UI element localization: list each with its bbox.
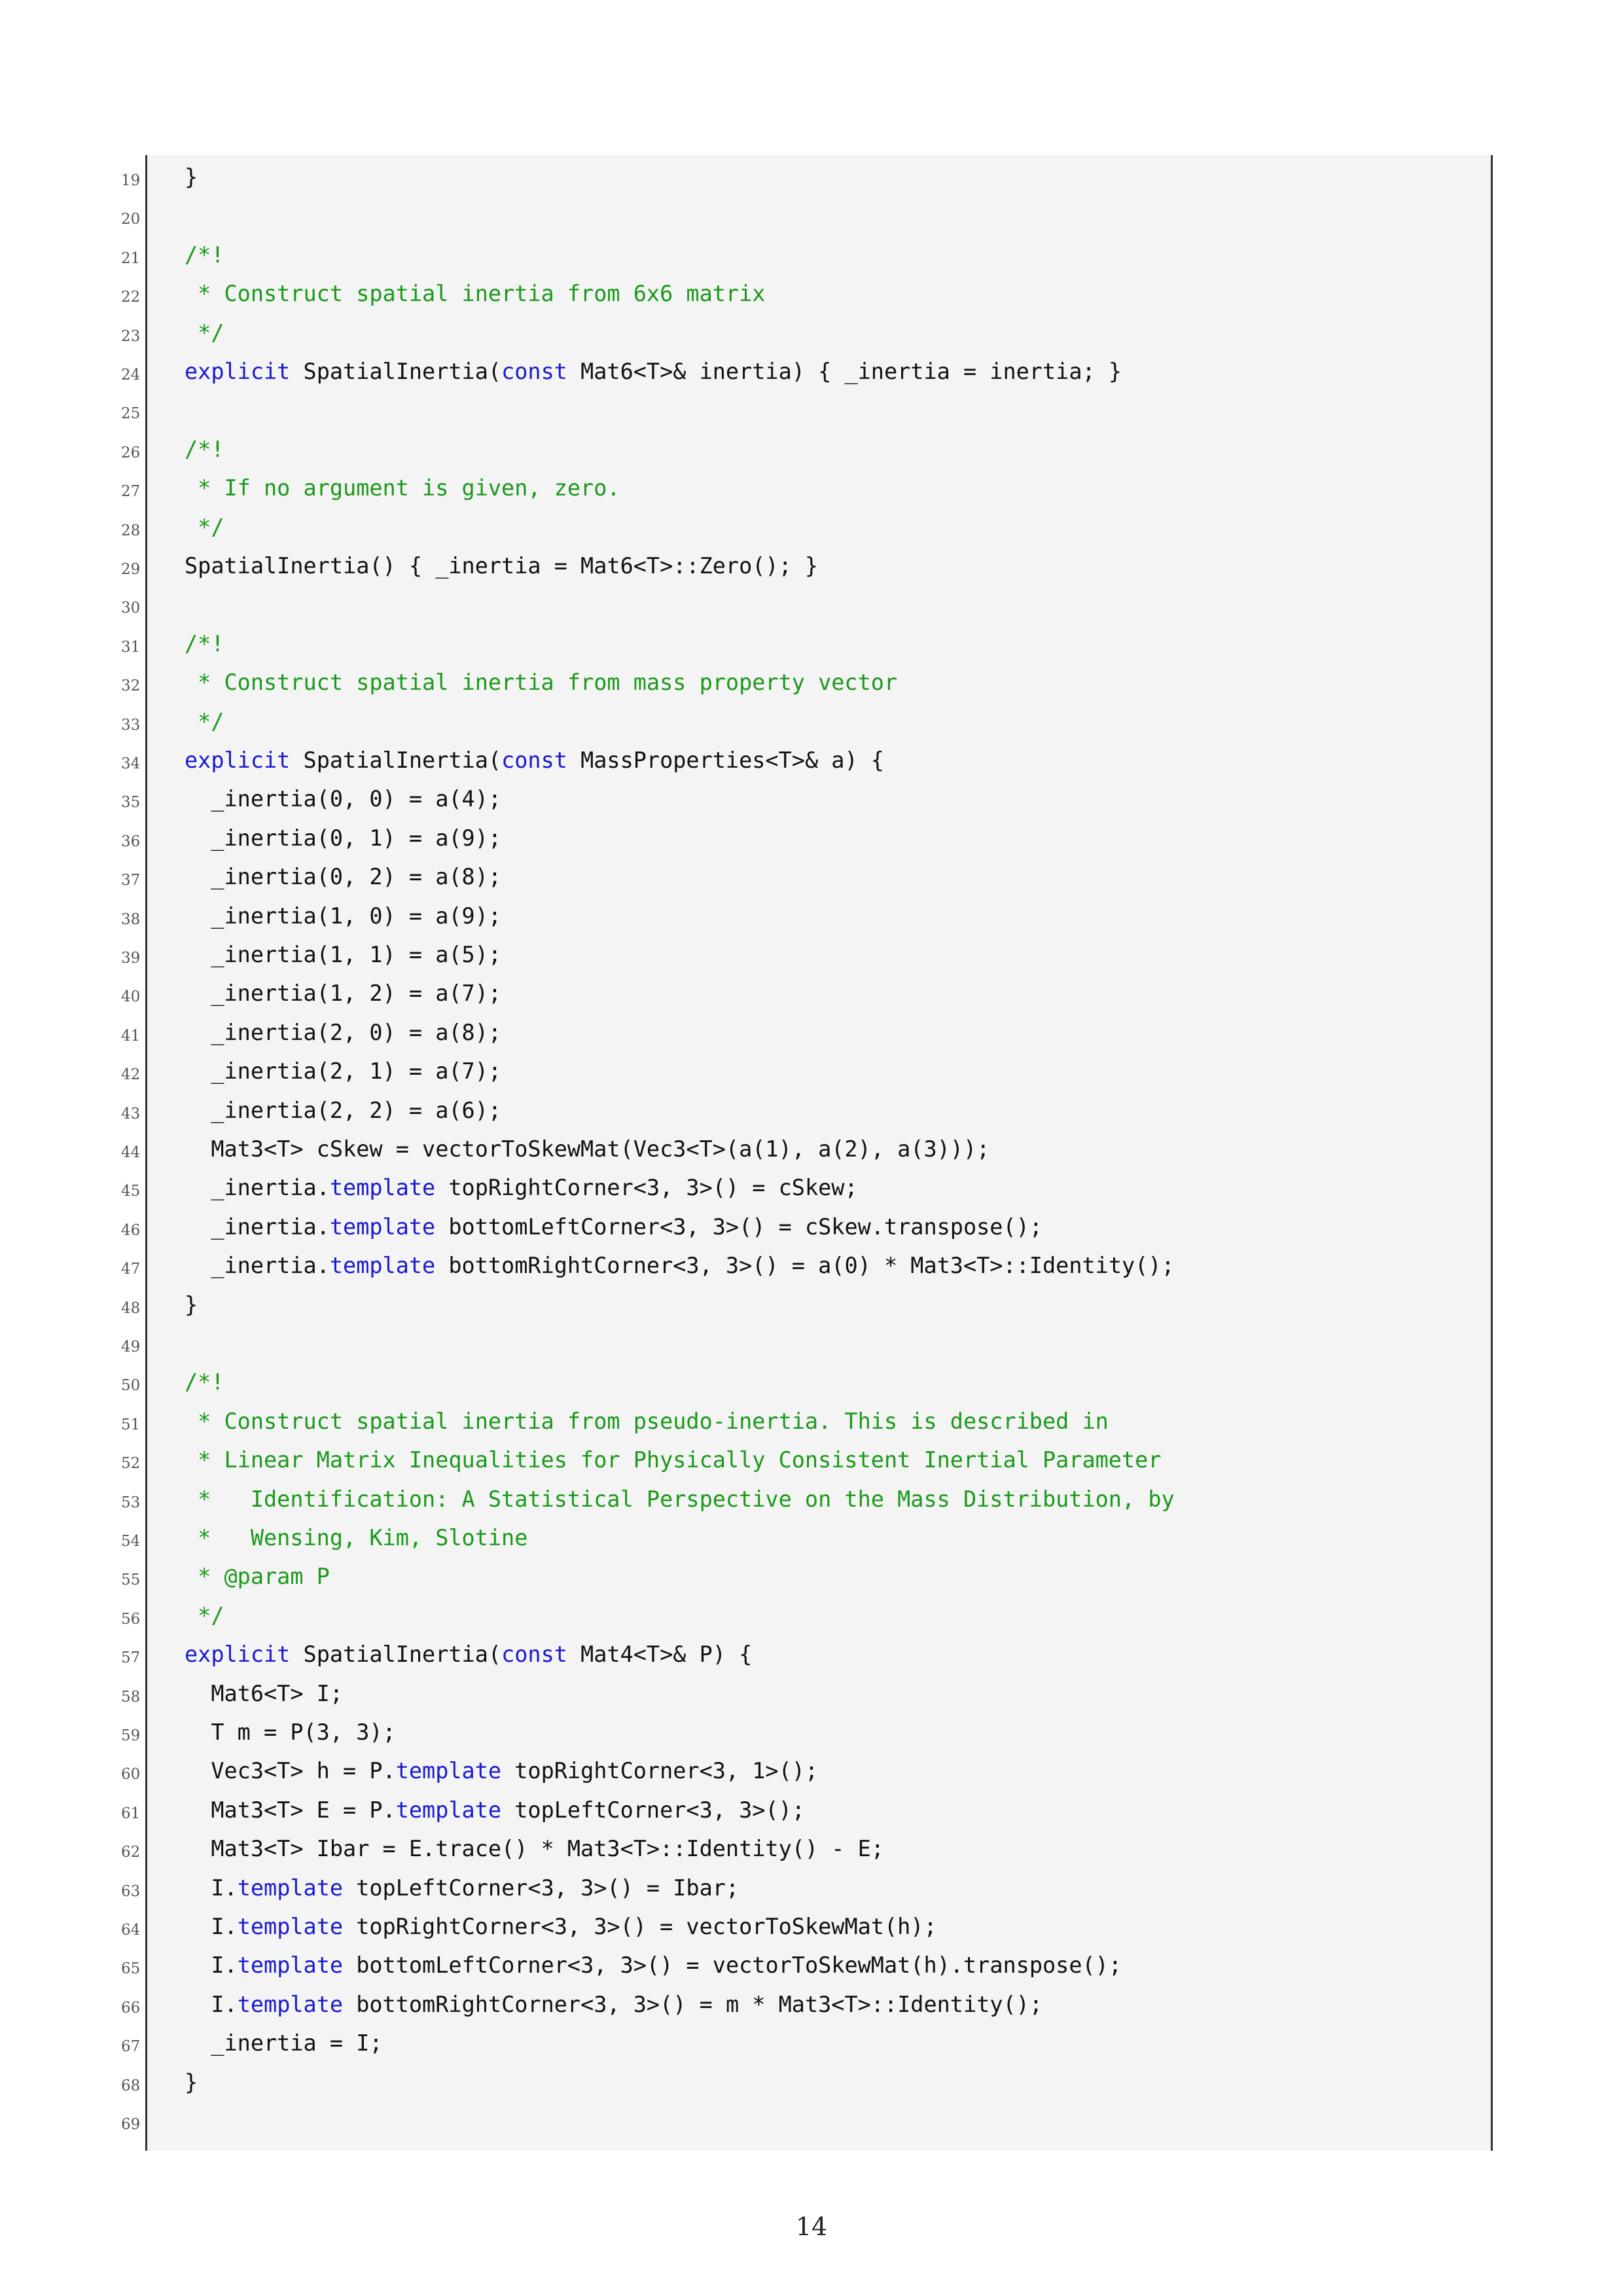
keyword-token: template [237,1952,344,1979]
code-token: } [185,1291,198,1318]
code-text [185,2063,198,2102]
code-text [185,857,501,896]
code-text [185,1285,198,1324]
line-number: 68 [121,2077,141,2094]
code-token: Mat3<T> E = P. [185,1797,396,1823]
code-line [121,819,1623,857]
code-text [185,819,501,857]
code-token: I. [185,1991,238,2017]
code-text [185,469,620,507]
code-token: _inertia. [185,1213,330,1240]
line-number: 23 [121,327,141,345]
code-token: _inertia. [185,1253,330,1279]
line-number: 31 [121,638,141,656]
code-line [121,2102,1623,2140]
code-text [185,1635,752,1674]
code-token: bottomLeftCorner<3, 3>() = cSkew.transpose(); [435,1213,1043,1240]
comment-token: * Wensing, Kim, Slotine [185,1525,528,1551]
keyword-token: const [501,747,567,773]
code-token: topLeftCorner<3, 3>() = Ibar; [343,1874,740,1901]
keyword-token: template [237,1914,344,1939]
code-line [121,274,1623,313]
line-number: 21 [121,249,141,267]
code-text [185,274,765,313]
line-number: 22 [121,289,141,306]
comment-token: * If no argument is given, zero. [185,475,620,501]
code-token: topLeftCorner<3, 3>(); [501,1797,805,1823]
comment-token: */ [185,319,224,346]
code-token: _inertia. [185,1175,330,1201]
code-text [185,1013,501,1052]
code-line [121,1946,1623,1984]
line-number: 47 [121,1261,141,1278]
line-number: 40 [121,988,141,1006]
line-number: 55 [121,1571,141,1589]
code-token: Mat4<T>& P) { [567,1641,753,1668]
line-number: 60 [121,1766,141,1784]
code-line [121,236,1623,274]
comment-token: * Construct spatial inertia from mass property vector [185,670,898,696]
code-line [121,1246,1623,1285]
code-text [185,1791,805,1829]
code-line [121,1052,1623,1090]
keyword-token: template [329,1253,436,1279]
line-number: 62 [121,1844,141,1861]
code-text [185,1130,990,1168]
code-token: I. [185,1914,238,1939]
code-line [121,1829,1623,1868]
code-line [121,547,1623,585]
line-number: 69 [121,2116,141,2133]
code-line [121,897,1623,935]
code-text [185,1441,1161,1479]
code-token: topRightCorner<3, 3>() = cSkew; [435,1175,858,1201]
line-number: 42 [121,1066,141,1084]
code-line [121,663,1623,702]
comment-token: */ [185,1602,224,1628]
code-line [121,780,1623,818]
code-token: bottomRightCorner<3, 3>() = a(0) * Mat3<T>::Identity(); [435,1253,1175,1279]
code-token: MassProperties<T>& a) { [567,747,884,773]
code-text [185,352,1122,391]
line-number: 34 [121,755,141,772]
line-number: 63 [121,1882,141,1900]
line-number: 41 [121,1027,141,1045]
code-text [185,547,818,585]
keyword-token: template [395,1797,502,1823]
line-number: 59 [121,1727,141,1744]
code-text [185,1674,343,1713]
comment-token: */ [185,708,224,734]
code-token: _inertia(2, 2) = a(6); [185,1097,502,1123]
code-line [121,196,1623,235]
line-number: 27 [121,483,141,501]
line-number: 39 [121,950,141,967]
code-token: bottomLeftCorner<3, 3>() = vectorToSkewMat(h).transpose(); [343,1952,1122,1979]
code-listing [121,155,1493,2151]
line-number: 28 [121,522,141,539]
keyword-token: template [237,1874,344,1901]
code-line [121,935,1623,974]
line-number: 29 [121,561,141,578]
line-number: 38 [121,910,141,928]
code-line [121,2063,1623,2102]
comment-token: /*! [185,1369,224,1395]
code-token: I. [185,1874,238,1901]
code-token: _inertia(1, 1) = a(5); [185,942,502,967]
code-line [121,1480,1623,1518]
code-line [121,1091,1623,1130]
line-number: 32 [121,677,141,695]
line-number: 66 [121,1999,141,2017]
line-number: 58 [121,1688,141,1706]
code-token: _inertia(1, 0) = a(9); [185,903,502,929]
comment-token: * @param P [185,1564,330,1590]
code-line [121,1791,1623,1829]
line-number: 25 [121,405,141,423]
code-text [185,1363,224,1401]
line-number: 19 [121,172,141,189]
line-number: 53 [121,1494,141,1511]
code-token: _inertia(1, 2) = a(7); [185,980,502,1007]
line-number: 67 [121,2038,141,2056]
line-number: 43 [121,1105,141,1122]
code-line [121,1518,1623,1557]
code-token: topRightCorner<3, 1>(); [501,1758,819,1784]
line-number: 45 [121,1183,141,1200]
keyword-token: template [329,1175,436,1201]
code-token: Vec3<T> h = P. [185,1758,396,1784]
code-token: Mat3<T> Ibar = E.trace() * Mat3<T>::Identity() - E; [185,1836,884,1862]
code-line [121,1168,1623,1207]
line-number: 44 [121,1144,141,1161]
code-text [185,1829,884,1868]
code-text [185,236,224,274]
code-line [121,1130,1623,1168]
code-text [185,1596,224,1635]
keyword-token: template [329,1213,436,1240]
line-number: 52 [121,1455,141,1473]
keyword-token: template [237,1991,344,2017]
code-token: bottomRightCorner<3, 3>() = m * Mat3<T>::Identity(); [343,1991,1043,2017]
comment-token: /*! [185,436,224,462]
code-line [121,1907,1623,1946]
comment-token: * Construct spatial inertia from pseudo-inertia. This is described in [185,1408,1109,1434]
code-token: SpatialInertia( [290,1641,502,1668]
code-line [121,1363,1623,1401]
code-token: topRightCorner<3, 3>() = vectorToSkewMat(h); [343,1914,937,1939]
code-line [121,1324,1623,1363]
code-line [121,430,1623,469]
code-text [185,897,501,935]
code-token: _inertia(0, 2) = a(8); [185,864,502,890]
code-line [121,1013,1623,1052]
code-line [121,1557,1623,1596]
code-text [185,430,224,469]
code-line [121,857,1623,896]
code-token: _inertia(2, 1) = a(7); [185,1058,502,1085]
code-line [121,741,1623,780]
line-number: 30 [121,600,141,617]
code-text [185,741,884,780]
code-text [185,158,198,196]
comment-token: * Construct spatial inertia from 6x6 matrix [185,281,766,307]
code-text [185,1208,1043,1246]
line-number: 48 [121,1299,141,1317]
line-number: 61 [121,1804,141,1822]
code-text [185,314,224,352]
page-number: 14 [795,2212,828,2241]
line-number: 65 [121,1960,141,1978]
line-number: 49 [121,1338,141,1355]
code-line [121,1869,1623,1907]
code-text [185,1052,501,1090]
line-number: 26 [121,444,141,461]
line-number: 50 [121,1377,141,1395]
code-line [121,974,1623,1013]
code-text [185,702,224,741]
code-token: _inertia(2, 0) = a(8); [185,1019,502,1045]
code-line [121,1596,1623,1635]
line-number: 36 [121,833,141,850]
code-line [121,1402,1623,1441]
code-token: T m = P(3, 3); [185,1719,396,1745]
keyword-token: const [501,359,567,384]
code-line [121,469,1623,507]
code-text [185,508,224,547]
code-token: Mat6<T> I; [185,1680,344,1706]
line-number: 51 [121,1416,141,1433]
code-token: } [185,2069,198,2095]
code-token: SpatialInertia( [290,359,502,384]
code-text [185,1091,501,1130]
code-text [185,1480,1175,1518]
line-number: 33 [121,716,141,734]
code-text [185,1751,818,1790]
line-number: 24 [121,367,141,384]
keyword-token: explicit [185,359,291,384]
code-token: SpatialInertia() { _inertia = Mat6<T>::Zero(); } [185,553,819,579]
code-text [185,1869,739,1907]
code-text [185,663,897,702]
code-text [185,1907,937,1946]
code-line [121,624,1623,663]
comment-token: */ [185,514,224,540]
code-text [185,1557,330,1596]
code-line [121,1713,1623,1751]
code-token: I. [185,1952,238,1979]
code-line [121,1441,1623,1479]
line-number: 20 [121,211,141,228]
line-number: 57 [121,1649,141,1667]
code-text [185,624,224,663]
code-line [121,391,1623,429]
keyword-token: explicit [185,1641,291,1668]
code-line [121,1635,1623,1674]
line-number: 64 [121,1922,141,1939]
code-line [121,1674,1623,1713]
code-token: _inertia = I; [185,2030,383,2056]
code-line [121,2024,1623,2062]
code-text [185,1168,858,1207]
line-number: 37 [121,872,141,889]
keyword-token: explicit [185,747,291,773]
code-line [121,508,1623,547]
keyword-token: template [395,1758,502,1784]
code-text [185,974,501,1013]
code-token: _inertia(0, 0) = a(4); [185,786,502,812]
code-text [185,1246,1175,1285]
code-line [121,158,1623,196]
code-text [185,1985,1043,2024]
code-line [121,585,1623,624]
code-line [121,314,1623,352]
comment-token: * Identification: A Statistical Perspective on the Mass Distribution, by [185,1486,1175,1512]
line-number: 56 [121,1610,141,1628]
code-text [185,780,501,818]
code-text [185,1402,1109,1441]
code-token: Mat3<T> cSkew = vectorToSkewMat(Vec3<T>(a(1), a(2), a(3))); [185,1136,990,1162]
code-text [185,1518,527,1557]
code-token: Mat6<T>& inertia) { _inertia = inertia; } [567,359,1122,384]
code-token: } [185,164,198,190]
code-token: SpatialInertia( [290,747,502,773]
code-text [185,1713,396,1751]
line-number: 54 [121,1533,141,1550]
code-line [121,352,1623,391]
line-number: 46 [121,1221,141,1239]
comment-token: /*! [185,630,224,656]
code-text [185,1946,1122,1984]
comment-token: /*! [185,242,224,268]
code-line [121,1208,1623,1246]
code-line [121,1985,1623,2024]
code-text [185,2024,383,2062]
code-line [121,702,1623,741]
code-text [185,935,501,974]
line-number: 35 [121,794,141,812]
keyword-token: const [501,1641,567,1668]
code-line [121,1751,1623,1790]
code-token: _inertia(0, 1) = a(9); [185,825,502,851]
comment-token: * Linear Matrix Inequalities for Physically Consistent Inertial Parameter [185,1447,1162,1473]
code-line [121,1285,1623,1324]
